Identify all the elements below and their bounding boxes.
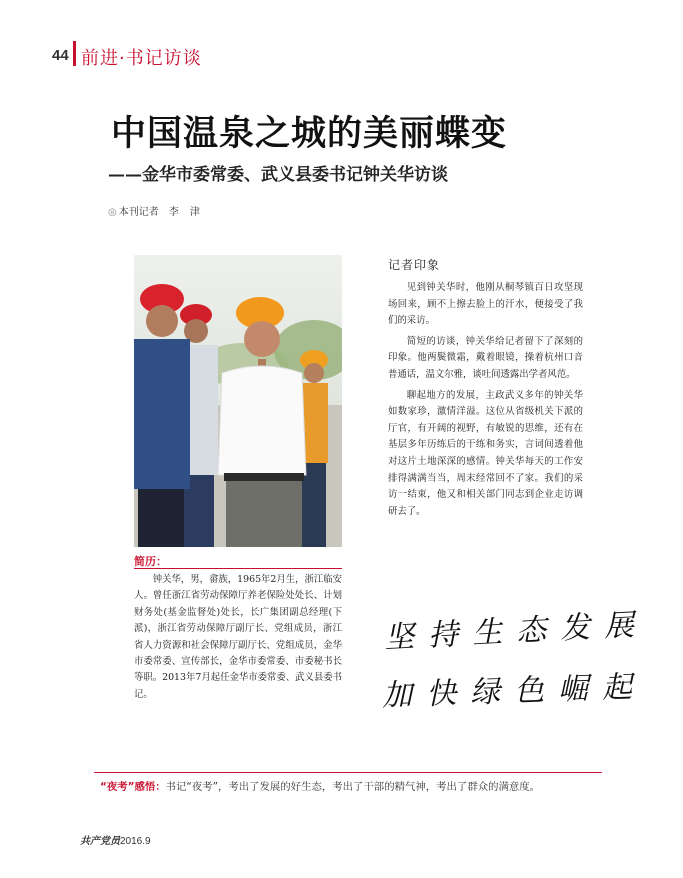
calligraphy-line-2: 加快绿色崛起 xyxy=(381,669,647,714)
article-title: 中国温泉之城的美丽蝶变 xyxy=(111,113,508,154)
impressions-heading: 记者印象 xyxy=(388,258,441,272)
bottom-divider xyxy=(94,772,602,773)
impressions-paragraph-1: 见到钟关华时，他刚从桐琴镇百日攻坚现场回来，顾不上擦去脸上的汗水，便接受了我们的采访。 xyxy=(388,282,583,327)
header-accent-bar xyxy=(73,41,76,66)
resume-paragraph: 钟关华，男，畲族，1965年2月生，浙江临安人。曾任浙江省劳动保障厅养老保险处处长、计划财务处(基金监督处)处长，长广集团副总经理(下派)，浙江省劳动保障厅副厅长、党组成员，浙江省人力资源和社会保障厅副厅长、党组成员，金华市委常委、宣传部长，金华市委常委、市委秘书长等职。2013年7月起任金华市委常委、武义县委书记。 xyxy=(134,574,342,700)
calligraphy-line-1: 坚持生态发展 xyxy=(383,607,649,656)
bottom-quote xyxy=(100,778,600,793)
byline xyxy=(108,203,204,218)
magazine-logo: 共产党员 xyxy=(80,836,120,847)
section-title: 前进·书记访谈 xyxy=(81,48,202,69)
resume-heading: 简历： xyxy=(134,555,167,568)
impressions-paragraph-2: 简短的访谈，钟关华给记者留下了深刻的印象。他两鬓微霜，戴着眼镜，操着杭州口音普通话，温文尔雅，谈吐间透露出学者风范。 xyxy=(388,335,583,380)
issue-number: 2016.9 xyxy=(120,836,151,847)
byline-label: 本刊记者 xyxy=(118,207,159,218)
resume-body xyxy=(134,572,342,703)
bottom-quote-text: 书记“夜考”，考出了发展的好生态，考出了干部的精气神，考出了群众的满意度。 xyxy=(165,781,541,793)
article-subtitle: ——金华市委常委、武义县委书记钟关华访谈 xyxy=(108,165,448,185)
article-photo xyxy=(134,255,342,547)
page-number: 44 xyxy=(52,47,69,64)
bottom-quote-label: “夜考”感悟： xyxy=(100,781,166,793)
person-left xyxy=(134,284,190,547)
byline-mark: ◎ xyxy=(108,207,117,218)
footer xyxy=(80,832,151,847)
resume-divider xyxy=(134,568,342,569)
byline-name: 李 津 xyxy=(168,207,204,218)
impressions-body xyxy=(388,280,583,524)
photo-illustration xyxy=(134,255,342,547)
impressions-paragraph-3: 聊起地方的发展，主政武义多年的钟关华如数家珍，激情洋溢。这位从省级机关下派的厅官，有开阔的视野，有敏锐的思维，还有在基层多年历练后的干练和务实，言词间透着他对这片土地深深的感情。钟关华每天的工作安排得满满当当，周末经常回不了家。我们的采访一结束，他又和相关部门同志到企业走访调研去了。 xyxy=(388,389,583,517)
